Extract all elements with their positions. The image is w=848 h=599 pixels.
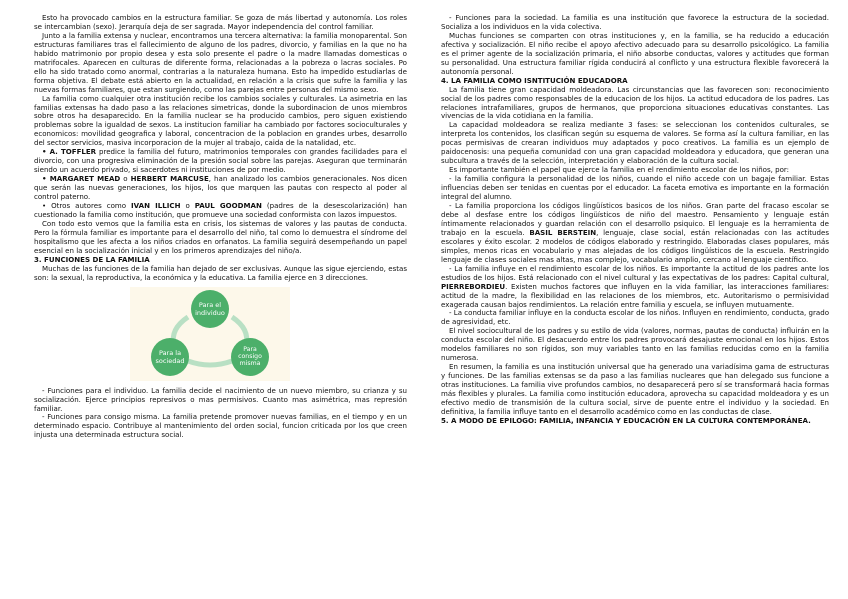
section-heading-5: 5. A MODO DE EPILOGO: FAMILIA, INFANCIA Y EDUCACIÓN EN LA CULTURA CONTEMPORÁNEA. — [441, 415, 811, 425]
paragraph: En resumen, la familia es una institución universal que ha generado una variadísima gama de estructuras y funciones. De las familias extensas se da paso a las familias nucleares que han delegado sus funcione a otras instituciones. La familia vive profundos cambios, no desaparecerá pero sí se transformará hacia formas más flexibles y plurales. La familia como institución educadora, aprovecha su capacidad moldeadora y es un efectivo medio de transmisión de la cultura social, sirve de puente entre el individuo y la sociedad. En definitiva, la familia influye tanto en el desarrollo académico como en las conductas de clase. — [441, 362, 829, 416]
paragraph-illich — [34, 202, 407, 220]
paragraph: La familia como cualquier otra institución recibe los cambios sociales y culturales. La asimetria en las familias extensas ha dado paso a las relaciones simetricas, donde la subordinacion de unos miembros sobre otros ha desaparecido. En la familia nuclear se ha producido cambios, pero siguen existiendo problemas sobre la igualdad de sexos. La institucion familiar ha cambiado por factores socioculturales y economicos: movilidad geografica y laboral, concentracion de la poblacion en grandes urbes, desarrollo del sector servicios, masiva incorporacion de la mujer al trabajo, caida de la natalidad, etc. — [34, 93, 407, 148]
section-heading-3: 3. FUNCIONES DE LA FAMILIA — [34, 254, 150, 264]
section-heading-4: 4. LA FAMILIA COMO ISNTITUCIÓN EDUCADORA — [441, 75, 628, 85]
paragraph-text: , lenguaje, clase social, están relacionadas con las actitudes escolares y éxito escolar. 2 modelos de códigos elaborado y restringido. Elaboradas clases populares, más simples, menos ricas en vocabulario y mas alejadas de los códigos lingüísticos de la escuela. Restringido lenguaje de clases sociales mas altas, mas complejo, vocabulario amplio, cercano al lenguaje científico. — [441, 227, 829, 264]
paragraph-text: - La familia influye en el rendimiento escolar de los niños. Es importante la actitud de los padres ante los estudios de los hijos. Está relacionado con el nivel cultural y las expectativas de los padres: Capital cultural, — [441, 263, 829, 282]
paragraph-mead — [34, 175, 407, 202]
paragraph-bernstein — [441, 202, 829, 265]
paragraph: - La conducta familiar influye en la conducta escolar de los niños. Influyen en rendimiento, conducta, grado de agresividad, etc. — [441, 308, 830, 327]
paragraph: Junto a la familia extensa y nuclear, encontramos una tercera alternativa: la familia monoparental. Son estructuras familiares tras el fallecimiento de alguno de los padres, divorcio, y familias en la que no ha habido matrimonio por propio desea y esta solo presente el padre o la madre llamadas domesticas o matrifocales. Aparecen en culturas de diferente forma, relacionadas a la pobreza o lacras sociales. Po ello ha sido tratado como anormal, contrarias a la naturaleza humana. Esto ha impedido estudiarlas de forma objetiva. El debate está abierto en la actualidad, en relación a la crisis que sufre la familia y las nuevas formas familiares, que estan surgiendo, como las parejas entre personas del mismo sexo. — [34, 30, 407, 94]
author-name: PAUL GOODMAN — [194, 201, 262, 211]
paragraph-text: predice la familia del futuro, matrimonios temporales con grandes facilidades para el divorcio, con una progresiva eliminación de la presión social sobre las parejas. Aseguran que terminarán siendo un acuerdo privado, si sacerdotes ni instituciones de por medio. — [34, 147, 407, 175]
author-name: PIERREBORDIEU — [441, 281, 506, 291]
paragraph: - Funciones para el individuo. La familia decide el nacimiento de un nuevo miembro, su crianza y su socialización. Ejerce principios represivos o mas permisivos. Cuanto mas asimétrica, mas represión familiar. — [34, 385, 407, 413]
paragraph-text: . Existen muchos factores que influyen en la vida familiar, las interacciones familiares: actitud de la madre, la flexibilidad en las relaciones de los miembros, etc. Autoritarismo o permisividad exagerada causan bajos rendimientos. La relación entre familia y escuela, se influyen mutuamente. — [441, 281, 829, 309]
node-sociedad-label-1: Para la — [158, 348, 182, 357]
node-sociedad-label-2: sociedad — [155, 356, 185, 365]
connector-text: o — [120, 174, 131, 184]
paragraph: Con todo esto vemos que la familia esta en crisis, los sistemas de valores y las pautas de conducta. Pero la fórmula familiar es importante para el desarrollo del niño, tal como lo demuestra el síndrome del hospitalismo que les afecta a los niños criados en orfanatos. La familia seguirá desempeñando un papel esencial en la socialización inicial y en los primeros aprendizajes del niño/a. — [34, 218, 407, 255]
functions-diagram — [130, 287, 290, 381]
author-name: BASIL BERSTEIN — [529, 227, 597, 237]
paragraph: Muchas de las funciones de la familia han dejado de ser exclusivas. Aunque las sigue ejerciendo, estas son: la sexual, la reproductiva, la económica y la educativa. La familia ejerce en 3 direcciones. — [34, 263, 407, 282]
paragraph: - Funciones para consigo misma. La familia pretende promover nuevas familias, en el tiempo y en un determinado espacio. Contribuye al mantenimiento del orden social, funcion criticada por los que creen injusta una determinada estructura social. — [34, 412, 407, 440]
paragraph-bourdieu — [441, 265, 829, 310]
paragraph: - Funciones para la sociedad. La familia es una institución que favorece la estructura de la sociedad. Socializa a los individuos en la vida colectiva. — [441, 13, 829, 31]
author-name: • MARGARET MEAD — [42, 174, 121, 184]
paragraph: El nivel sociocultural de los padres y su estilo de vida (valores, normas, pautas de conducta) influirán en la conducta escolar del niño. El desacuerdo entre los padres provocará desajuste emocional en los hijos. Estos modelos familiares no son rígidos, son muy variables tanto en las familias reducidas como en la familia numerosa. — [441, 326, 829, 363]
arrow-bottom — [188, 361, 232, 365]
author-name: HERBERT MARCUSE — [130, 174, 209, 184]
paragraph: La familia tiene gran capacidad moldeadora. Las circunstancias que las favorecen son: reconocimiento social de los padres como responsables de la educacion de los hijos. La actitud educadora de los padres. Las relaciones intrafamiliares, grupos de hermanos, que proporciona situaciones educativas constantes. Las vivencias de la vida cotidiana en la familia. — [441, 84, 829, 121]
node-individuo-label-1: Para el — [198, 300, 222, 309]
diagram-canvas — [130, 287, 290, 381]
node-consigo-label-2: consigo — [238, 352, 262, 360]
paragraph-text: - La familia proporciona los códigos lingüísticos basicos de los niños. Gran parte del fracaso escolar se debe al desfase entre los códigos lingüísticos de niño del maestro. Pensamiento y lenguaje están íntimamente relacionados y guardan relación con el desarrollo psiquico. El lenguaje es la herramienta de trabajo en la escuela. — [441, 201, 829, 237]
paragraph: Esto ha provocado cambios en la estructura familiar. Se goza de más libertad y autonomía. Los roles se intercambian (sexo). Jerarquía deja de ser sagrada. Mayor independencia del control familiar. — [34, 13, 407, 31]
node-individuo-label-2: individuo — [195, 308, 225, 317]
connector-text: o — [180, 201, 195, 211]
paragraph: - la familia configura la personalidad de los niños, cuando el niño accede con un bagaje familiar. Estas influencias deben ser tenidas en cuentas por el educador. La faceta emotiva es importante en la formación integral del alumno. — [441, 174, 829, 202]
left-column — [34, 14, 407, 440]
paragraph: Muchas funciones se comparten con otras instituciones y, en la familia, se ha reducido a educación afectiva y socialización. El niño recibe el apoyo afectivo adecuado para su desarrollo psicológico. La familia es el primer agente de la socialización primaria, el niño absorbe conductas, valores y actitudes que forman su personalidad. Una estructura familiar rígida conducirá al conflicto y una estructura flexible favorecerá la autonomía personal. — [441, 30, 829, 76]
paragraph-text: (padres de la desescolarización) han cuestionado la familia como institución, que promueve una sociedad conformista con lazos impuestos. — [34, 201, 408, 219]
right-column — [441, 14, 829, 426]
author-name: • A. TOFFLER — [42, 147, 97, 157]
node-consigo-label-1: Para — [243, 345, 257, 353]
author-name: IVAN ILLICH — [131, 201, 181, 211]
paragraph: La capacidad moldeadora se realiza mediante 3 fases: se seleccionan los contenidos culturales, se interpreta los contenidos, los clasifican según su esquema de valores. Se forma así la cultura familiar, en las pocas permisivas de crearan individuos muy adaptados y poco creativos. La familia es un ejemplo de paidocenosis: una pequeña comunidad con una gran capacidad moldeadora y educadora, que generan una subcultura a través de la selección, interpretación y elaboración de la cultura social. — [441, 120, 829, 166]
paragraph-toffler — [34, 148, 407, 175]
paragraph-text: • Otros autores como — [42, 201, 132, 211]
paragraph-text: , han analizado los cambios generacionales. Nos dicen que serán las nuevas generaciones, los hijos, los que marquen las pautas con respecto al poder al control paterno. — [34, 174, 407, 202]
node-consigo-label-3: misma — [239, 359, 261, 367]
paragraph: Es importante también el papel que ejerce la familia en el rendimiento escolar de los niños, por: — [449, 165, 790, 175]
